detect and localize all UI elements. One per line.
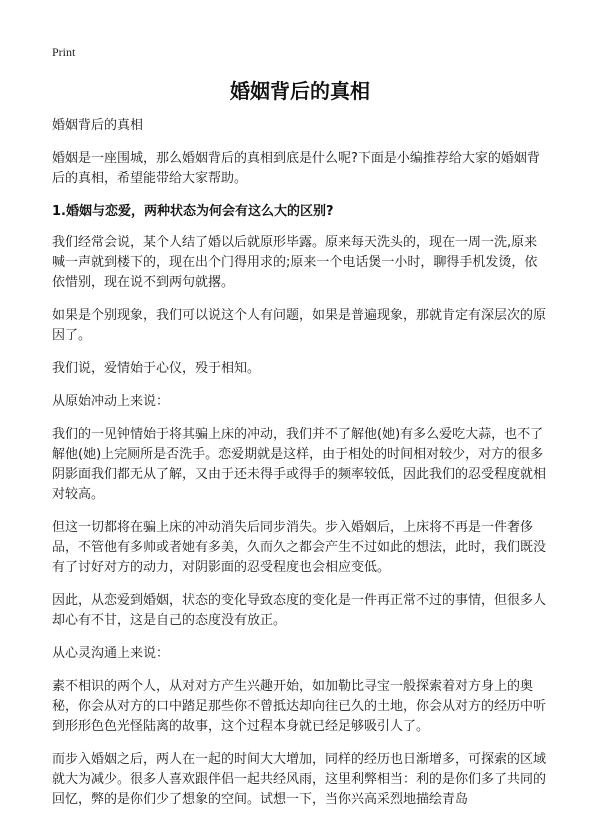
paragraph-8: 从心灵沟通上来说： — [52, 646, 170, 661]
section-heading: 1.婚姻与恋爱，两种状态为何会有这么大的区别? — [52, 204, 334, 219]
paragraph-10: 而步入婚姻之后，两人在一起的时间大大增加，同样的经历也日渐增多，可探索的区域就大为减少。很多人喜欢跟伴侣一起共经风雨，这里利弊相当：利的是你们多了共同的回忆，弊的是你们少了想象的空间。试想一下，当你兴高采烈地描绘青岛 — [52, 752, 547, 807]
print-link[interactable]: Print — [52, 45, 76, 59]
paragraph-5: 我们的一见钟情始于将其骗上床的冲动，我们并不了解他(她)有多么爱吃大蒜，也不了解他(她)上完厕所是否洗手。恋爱期就是这样，由于相处的时间相对较少，对方的很多阴影面我们都无从了解，又由于还未得手或得手的频率较低，因此我们的忍受程度就相对较高。 — [52, 427, 547, 502]
intro-paragraph: 婚姻是一座围城，那么婚姻背后的真相到底是什么呢?下面是小编推荐给大家的婚姻背后的真相，希望能带给大家帮助。 — [52, 151, 540, 186]
page-title: 婚姻背后的真相 — [230, 79, 370, 103]
paragraph-2: 如果是个别现象，我们可以说这个人有问题，如果是普遍现象，那就肯定有深层次的原因了。 — [52, 308, 547, 343]
paragraph-4: 从原始冲动上来说： — [52, 394, 170, 409]
paragraph-7: 因此，从恋爱到婚姻，状态的变化导致态度的变化是一件再正常不过的事情，但很多人却心有不甘，这是自己的态度没有放正。 — [52, 593, 547, 628]
article-body — [52, 116, 550, 823]
article-subtitle: 婚姻背后的真相 — [52, 118, 144, 133]
paragraph-3: 我们说，爱情始于心仪，殁于相知。 — [52, 361, 261, 376]
paragraph-9: 素不相识的两个人，从对对方产生兴趣开始，如加勒比寻宝一般探索着对方身上的奥秘，你会从对方的口中踏足那些你不曾抵达却向往已久的土地，你会从对方的经历中听到形形色色光怪陆离的故事，这个过程本身就已经足够吸引人了。 — [52, 679, 547, 734]
paragraph-6: 但这一切都将在骗上床的冲动消失后同步消失。步入婚姻后，上床将不再是一件奢侈品，不管他有多帅或者她有多美，久而久之都会产生不过如此的想法，此时，我们既没有了讨好对方的动力，对阴影面的忍受程度也会相应变低。 — [52, 520, 547, 575]
paragraph-1: 我们经常会说，某个人结了婚以后就原形毕露。原来每天洗头的，现在一周一洗,原来喊一声就到楼下的，现在出个门得用求的;原来一个电话煲一小时，聊得手机发烫，依依惜别，现在说不到两句就撂。 — [52, 235, 538, 290]
